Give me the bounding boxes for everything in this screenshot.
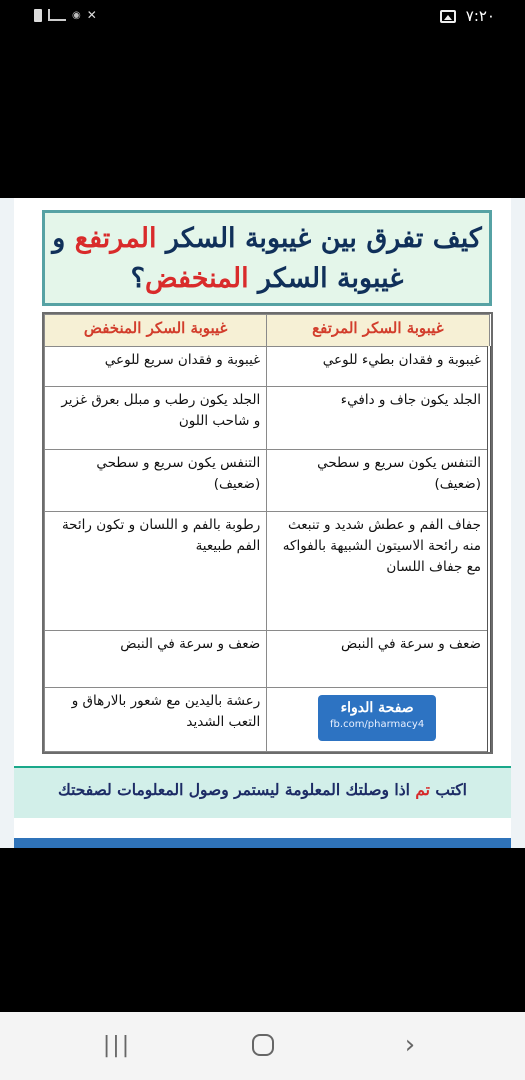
wifi-icon: ◉ bbox=[72, 9, 81, 21]
table-cell: التنفس يكون سريع و سطحي (ضعيف) bbox=[45, 449, 267, 511]
post-image[interactable] bbox=[0, 198, 525, 848]
table-cell: ضعف و سرعة في النبض bbox=[267, 631, 489, 687]
title-line-1: كيف تفرق بين غيبوبة السكر المرتفع و bbox=[52, 223, 482, 254]
table-cell: رطوبة بالفم و اللسان و تكون رائحة الفم طبيعية bbox=[45, 512, 267, 631]
table-cell: الجلد يكون جاف و دافيء bbox=[267, 387, 489, 449]
pharmacy-page-badge bbox=[318, 695, 436, 741]
home-icon bbox=[252, 1034, 274, 1056]
footer-banner bbox=[14, 766, 511, 818]
table-cell: الجلد يكون رطب و مبلل بعرق غزير و شاحب اللون bbox=[45, 387, 267, 449]
table-cell: غيبوبة و فقدان بطيء للوعي bbox=[267, 347, 489, 387]
bottom-strip bbox=[14, 838, 511, 848]
table-cell: جفاف الفم و عطش شديد و تنبعث منه رائحة الاسيتون الشبيهة بالفواكه مع جفاف اللسان bbox=[267, 512, 489, 631]
table-row bbox=[45, 631, 490, 687]
badge-cell bbox=[267, 687, 489, 751]
status-bar bbox=[0, 0, 525, 36]
table-row bbox=[45, 512, 490, 631]
title-line-2: غيبوبة السكر المنخفض؟ bbox=[130, 263, 404, 294]
table-cell: التنفس يكون سريع و سطحي (ضعيف) bbox=[267, 449, 489, 511]
badge-url: fb.com/pharmacy4 bbox=[330, 718, 425, 730]
table-row bbox=[45, 387, 490, 449]
table-header-row bbox=[45, 315, 490, 347]
status-icons-left bbox=[34, 8, 97, 22]
recent-apps-button[interactable] bbox=[97, 1030, 137, 1060]
infographic-card bbox=[14, 198, 511, 848]
table-row bbox=[45, 687, 490, 751]
comparison-table bbox=[42, 312, 493, 754]
back-icon: › bbox=[404, 1030, 416, 1060]
infographic-title bbox=[42, 210, 492, 306]
table-cell: رعشة باليدين مع شعور بالارهاق و التعب الشديد bbox=[45, 687, 267, 751]
table-row bbox=[45, 449, 490, 511]
home-button[interactable] bbox=[243, 1030, 283, 1060]
back-button[interactable] bbox=[390, 1030, 430, 1060]
table-cell: ضعف و سرعة في النبض bbox=[45, 631, 267, 687]
footer-text: اكتب تم اذا وصلتك المعلومة ليستمر وصول المعلومات لصفحتك bbox=[58, 780, 467, 799]
status-icons-right bbox=[440, 7, 495, 25]
signal-icon bbox=[48, 9, 66, 21]
header-low-sugar: غيبوبة السكر المنخفض bbox=[45, 315, 267, 347]
table-row bbox=[45, 347, 490, 387]
badge-title: صفحة الدواء bbox=[340, 699, 414, 716]
table-cell: غيبوبة و فقدان سريع للوعي bbox=[45, 347, 267, 387]
navigation-bar bbox=[0, 1012, 525, 1080]
recent-apps-icon: ||| bbox=[102, 1032, 132, 1058]
header-high-sugar: غيبوبة السكر المرتفع bbox=[267, 315, 489, 347]
gallery-icon bbox=[440, 10, 456, 23]
battery-icon bbox=[34, 9, 42, 22]
mute-icon: ✕ bbox=[86, 8, 97, 22]
status-time: ٧:٢٠ bbox=[465, 7, 495, 25]
